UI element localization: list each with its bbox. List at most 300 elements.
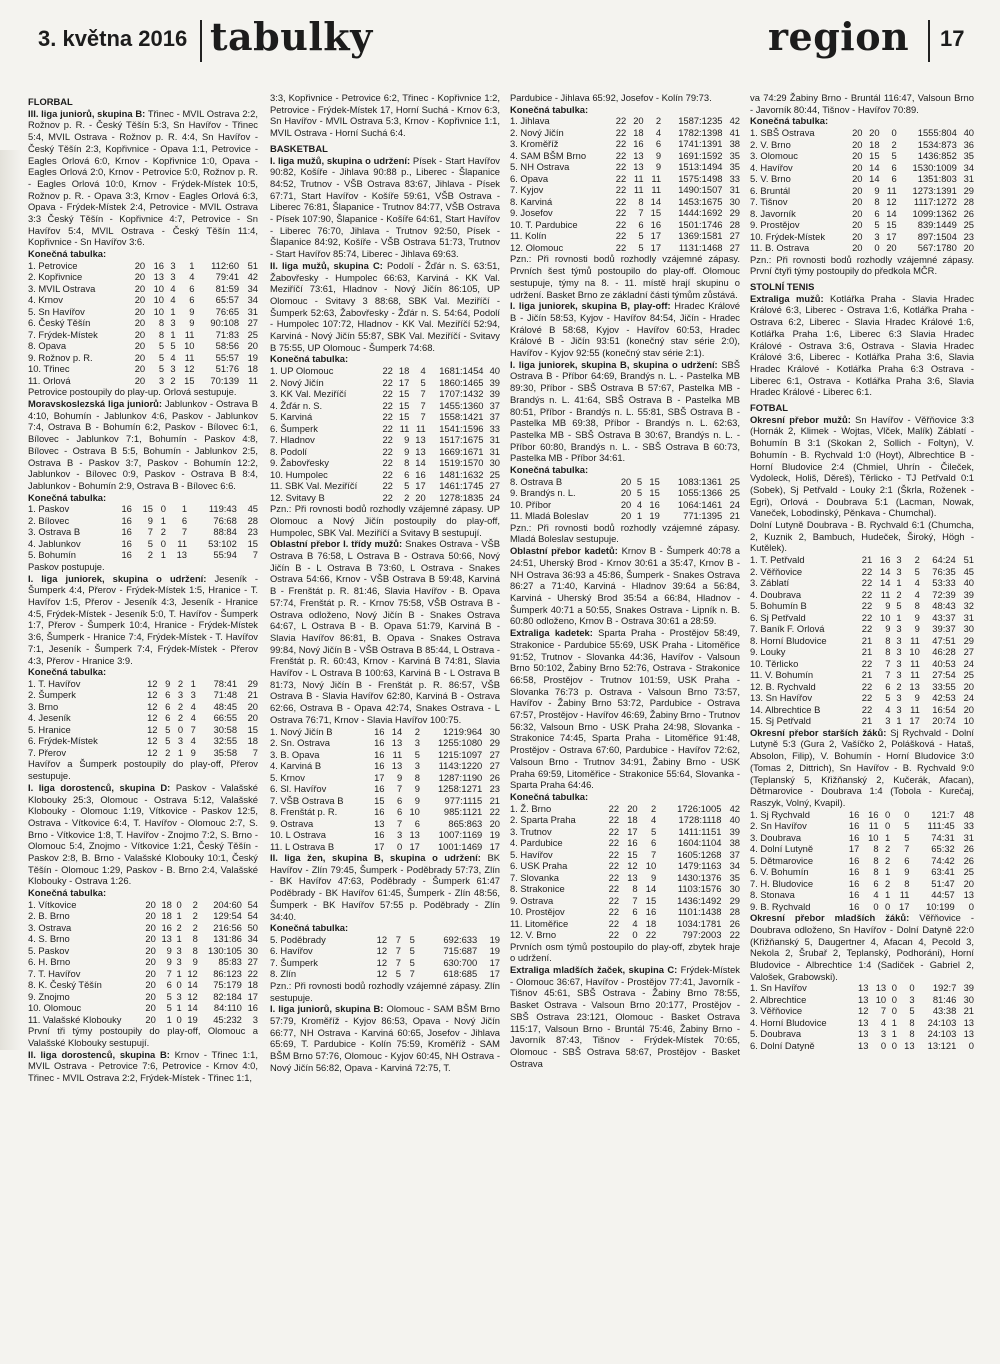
team-name-cell: 1. Paskov	[28, 503, 70, 515]
stat-cell: 12	[886, 196, 897, 208]
stat-cell: 74:42	[931, 854, 955, 866]
results-text: Písek - Start Havířov 90:82, Košíře - Jihlava 90:88 p., Liberec - Šlapanice 84:52, Trutnov - VŠB Ostrava 83:67, Jihlava - Písek 67:71, Start Havířov - Košíře 59:61, VŠB Ostrava - Liberec 76:81, Šlapanice - Trutnov 84:77, VŠB Ostrava - Písek 107:90, Šlapanice - Košíře 64:61, Start Havířov - Liberec 76:70, Jihlava - Trutnov 92:50, Písek - Šlapanice 84:92, Košíře - VŠB Ostrava 51:73, Trutnov - Start Havířov 85:74, Liberec - Jihlava 69:63.	[270, 154, 500, 260]
stat-cell: 28	[729, 906, 740, 918]
stat-cell: 11	[177, 537, 188, 549]
table-row	[750, 554, 974, 566]
table-row	[510, 872, 740, 884]
stat-cell: 6	[414, 817, 420, 829]
stat-cell: 11	[415, 422, 426, 434]
results-text: Olomouc - SAM BŠM Brno 57:79, Kroměříž - Kyjov 86:53, Opava - Nový Jičín 66:77, NH Ostrava - Karviná 60:65, Josefov - Jihlava 65:69, T. Pardubice - Kolín 75:59, Kroměříž - SAM BŠM Brno 57:76, Olomouc - Kyjov 60:45, NH Ostrava - Nový Jičín 56:82, Opava - Karviná 72:75, T.	[270, 1003, 500, 1073]
stat-cell: 19	[489, 933, 500, 945]
stat-cell: 1587:1235	[678, 115, 723, 127]
team-name-cell: 6. USK Praha	[510, 860, 568, 872]
stat-cell: 22	[382, 422, 393, 434]
stat-cell: 1219:964	[443, 725, 483, 737]
stat-cell: 19	[649, 510, 660, 522]
stat-cell: 8	[192, 944, 198, 956]
stat-cell: 27:54	[932, 669, 956, 681]
table-row	[270, 492, 500, 504]
stat-cell: 9	[189, 317, 195, 329]
stat-cell: 82:184	[213, 990, 242, 1002]
stat-cell: 865:863	[448, 817, 483, 829]
team-name-cell: 4. SAM BŠM Brno	[510, 149, 587, 161]
stat-cell: 5	[904, 831, 910, 843]
stat-cell: 1	[896, 577, 902, 589]
stat-cell: 20	[852, 230, 863, 242]
stat-cell: 7	[252, 549, 258, 561]
stat-cell: 14	[645, 883, 657, 895]
stat-cell: 1287:1190	[438, 771, 483, 783]
stat-cell: 17	[489, 968, 500, 980]
stat-cell: 22	[615, 195, 627, 207]
stat-cell: 71:48	[213, 689, 238, 701]
team-name-cell: 7. Šumperk	[270, 956, 318, 968]
table-row	[750, 150, 974, 162]
stat-cell: 9	[414, 783, 420, 795]
stat-cell: 2	[655, 115, 662, 127]
stat-cell: 4	[170, 351, 176, 363]
stat-cell: 3	[158, 374, 165, 386]
stat-cell: 15	[142, 503, 153, 515]
stat-cell: 20	[963, 242, 974, 254]
team-name-cell: 7. VŠB Ostrava B	[270, 794, 344, 806]
stat-cell: 16	[247, 1002, 258, 1014]
stat-cell: 78:41	[213, 677, 238, 689]
stat-cell: 13	[858, 993, 869, 1005]
stat-cell: 1369:1581	[678, 230, 723, 242]
stat-cell: 26	[963, 207, 974, 219]
table-row	[270, 411, 500, 423]
stat-cell: 12	[147, 689, 158, 701]
stat-cell: 8	[158, 317, 165, 329]
stat-cell: 6	[189, 294, 195, 306]
stat-cell: 16	[848, 820, 860, 832]
stat-cell: 5	[158, 363, 165, 375]
stat-cell: 2	[170, 374, 176, 386]
stat-cell: 22	[382, 468, 393, 480]
article-paragraph	[510, 300, 740, 359]
table-row	[270, 783, 500, 795]
stat-cell: 7	[396, 817, 403, 829]
stat-cell: 16	[627, 837, 638, 849]
table-label: Konečná tabulka:	[750, 115, 829, 127]
stat-cell: 9	[404, 434, 410, 446]
stat-cell: 1411:1151	[678, 825, 722, 837]
stat-cell: 1	[885, 889, 891, 901]
table-row	[510, 895, 740, 907]
stat-cell: 20	[852, 161, 863, 173]
stat-cell: 29	[489, 737, 500, 749]
table-row	[750, 612, 974, 624]
table-row	[750, 577, 974, 589]
stat-cell: 21	[729, 510, 740, 522]
stat-cell: 14	[880, 565, 891, 577]
table-row	[28, 306, 258, 318]
stat-cell: 6	[396, 806, 403, 818]
article-paragraph	[28, 573, 258, 667]
article-paragraph	[750, 293, 974, 398]
stat-cell: 5	[166, 1002, 172, 1014]
stat-cell: 16	[848, 831, 860, 843]
team-name-cell: 5. Hranice	[28, 723, 71, 735]
stat-cell: 20	[852, 173, 863, 185]
table-label: Konečná tabulka:	[28, 887, 107, 899]
stat-cell: 1741:1391	[678, 138, 723, 150]
stat-cell: 4	[880, 1016, 887, 1028]
table-row	[750, 715, 974, 727]
stat-cell: 16	[645, 906, 657, 918]
table-row	[270, 772, 500, 784]
stat-cell: 2	[192, 910, 198, 922]
table-row	[750, 658, 974, 670]
stat-cell: 0	[885, 808, 891, 820]
article-paragraph: Dolní Lutyně Doubrava - B. Rychvald 6:1 (Chumcha, 2, Kuznik 2, Bambuch, Hudeček, Široký, Högh - Kutělek).	[750, 519, 974, 554]
stat-cell: 22	[382, 365, 393, 377]
stat-cell: 74:31	[931, 831, 955, 843]
team-name-cell: 2. V. Brno	[750, 138, 791, 150]
stat-cell: 11	[184, 351, 195, 363]
stat-cell: 24	[963, 657, 974, 669]
stat-cell: 1	[176, 967, 182, 979]
stat-cell: 27	[963, 646, 974, 658]
stat-cell: 22	[645, 929, 657, 941]
team-name-cell: 7. Tišnov	[750, 196, 788, 208]
article-paragraph: Pzn.: Při rovnosti bodů rozhodly vzájemné zápasy. První čtyři týmy postoupily do předkola MČR.	[750, 253, 974, 277]
stat-cell: 11	[184, 328, 195, 340]
stat-cell: 5	[414, 748, 420, 760]
stat-cell: 5	[650, 825, 657, 837]
stat-cell: 22	[382, 480, 393, 492]
stat-cell: 9	[165, 677, 171, 689]
stat-cell: 1101:1438	[677, 906, 722, 918]
stat-cell: 3	[170, 317, 176, 329]
stat-cell: 12	[376, 933, 388, 945]
stat-cell: 12	[147, 700, 158, 712]
stat-cell: 22	[861, 611, 873, 623]
stat-cell: 16	[374, 783, 385, 795]
table-row	[270, 400, 500, 412]
stat-cell: 10	[409, 806, 420, 818]
table-row	[750, 669, 974, 681]
stat-cell: 28	[963, 196, 974, 208]
stat-cell: 12	[147, 723, 158, 735]
article-paragraph: Pzn.: Při rovnosti bodů rozhodly vzájemné zápasy. Zlín sestupuje.	[270, 979, 500, 1003]
team-name-cell: 6. Opava	[510, 172, 549, 184]
stat-cell: 2	[165, 746, 171, 758]
stat-cell: 1131:1468	[678, 241, 723, 253]
table-row	[28, 515, 258, 527]
table-row	[28, 526, 258, 538]
stat-cell: 5	[395, 968, 401, 980]
article-paragraph: va 74:29 Žabiny Brno - Bruntál 116:47, Valsoun Brno - Javorník 80:44, Tišnov - Havířov 70:89.	[750, 92, 974, 115]
stat-cell: 7	[409, 968, 415, 980]
stat-cell: 22	[382, 491, 393, 503]
stat-cell: 15	[649, 487, 660, 499]
stat-cell: 76:65	[215, 305, 240, 317]
stat-cell: 20	[886, 242, 897, 254]
stat-cell: 2	[885, 843, 891, 855]
stat-cell: 38	[729, 837, 740, 849]
stat-cell: 35	[729, 149, 740, 161]
stat-cell: 22	[615, 126, 627, 138]
stat-cell: 15	[627, 848, 638, 860]
stat-cell: 11	[880, 588, 891, 600]
stat-cell: 12	[187, 990, 198, 1002]
table-row	[28, 945, 258, 957]
stat-cell: 5	[874, 219, 880, 231]
stat-cell: 2	[896, 588, 902, 600]
stat-cell: 11	[633, 184, 644, 196]
stat-cell: 24:103	[927, 1028, 957, 1040]
stat-cell: 20	[627, 802, 638, 814]
stat-cell: 65:57	[215, 294, 240, 306]
stat-cell: 16	[633, 138, 644, 150]
table-row	[270, 841, 500, 853]
header-divider	[928, 20, 930, 62]
table-row	[510, 510, 740, 522]
table-row	[750, 692, 974, 704]
stat-cell: 1726:1005	[677, 802, 722, 814]
table-row	[750, 635, 974, 647]
stat-cell: 22	[608, 837, 620, 849]
standings-table	[28, 899, 258, 1026]
stat-cell: 16	[868, 808, 879, 820]
stat-cell: 18	[247, 979, 258, 991]
stat-cell: 4	[650, 814, 657, 826]
article-paragraph: Prvních osm týmů postoupilo do play-off, zbytek hraje o udržení.	[510, 940, 740, 964]
table-row	[510, 230, 740, 242]
stat-cell: 2	[177, 700, 184, 712]
stat-cell: 16	[848, 900, 860, 912]
stat-cell: 54	[247, 898, 258, 910]
stat-cell: 14	[886, 207, 897, 219]
article-paragraph: Pzn.: Při rovnosti bodů rozhodly vzájemné zápasy. Prvních šest týmů postoupilo do play-off. Olomouc sestupuje, týmy na 8. - 11. místě hrají skupinu o udržení. Basket Brno ze základní části týmům zůstává.	[510, 253, 740, 300]
stat-cell: 1490:1507	[678, 184, 723, 196]
competition-title: I. liga juniorek, skupina B, skupina o udržení:	[510, 358, 718, 370]
stat-cell: 36	[963, 138, 974, 150]
stat-cell: 22	[861, 692, 873, 704]
table-row	[510, 883, 740, 895]
stat-cell: 20	[134, 259, 146, 271]
stat-cell: 20:74	[932, 715, 956, 727]
table-row	[28, 922, 258, 934]
stat-cell: 7	[395, 956, 401, 968]
stat-cell: 12	[376, 945, 388, 957]
stat-cell: 1782:1398	[678, 126, 723, 138]
team-name-cell: 12. V. Brno	[510, 929, 557, 941]
stat-cell: 22	[489, 806, 500, 818]
stat-cell: 35	[729, 161, 740, 173]
table-row	[270, 749, 500, 761]
stat-cell: 8	[904, 877, 910, 889]
stat-cell: 22	[608, 802, 620, 814]
stat-cell: 79:41	[215, 271, 240, 283]
stat-cell: 1436:1492	[677, 894, 722, 906]
stat-cell: 11	[651, 172, 662, 184]
stat-cell: 977:1115	[444, 794, 483, 806]
stat-cell: 20	[620, 475, 632, 487]
team-name-cell: 10. Těrlicko	[750, 657, 799, 669]
stat-cell: 39	[729, 825, 740, 837]
article-paragraph	[510, 964, 740, 1069]
stat-cell: 54	[247, 910, 258, 922]
stat-cell: 1	[177, 746, 184, 758]
stat-cell: 22	[247, 967, 258, 979]
table-row	[510, 814, 740, 826]
stat-cell: 10	[645, 860, 657, 872]
stat-cell: 3	[909, 993, 915, 1005]
table-row	[270, 934, 500, 946]
stat-cell: 7	[632, 894, 638, 906]
stat-cell: 7	[147, 526, 153, 538]
stat-cell: 7	[190, 723, 196, 735]
stat-cell: 72:39	[932, 588, 956, 600]
team-name-cell: 5. Doubrava	[750, 1028, 802, 1040]
stat-cell: 26	[963, 854, 974, 866]
team-name-cell: 10. Frýdek-Místek	[750, 230, 826, 242]
stat-cell: 5	[170, 340, 176, 352]
stat-cell: 1055:1366	[677, 487, 723, 499]
stat-cell: 18	[627, 814, 638, 826]
stat-cell: 34	[247, 294, 258, 306]
stat-cell: 8	[638, 195, 644, 207]
stat-cell: 5	[420, 376, 426, 388]
columns	[28, 92, 974, 1354]
stat-cell: 22	[382, 434, 393, 446]
table-row	[510, 138, 740, 150]
team-name-cell: 10. L Ostrava	[270, 829, 326, 841]
stat-cell: 13	[909, 680, 920, 692]
team-name-cell: 1. Jihlava	[510, 115, 550, 127]
stat-cell: 40	[963, 127, 974, 139]
stat-cell: 8	[404, 457, 410, 469]
stat-cell: 65:32	[931, 843, 955, 855]
stat-cell: 5	[147, 537, 153, 549]
competition-title: Extraliga mladších žaček, skupina C:	[510, 964, 678, 976]
stat-cell: 2	[414, 725, 420, 737]
stat-cell: 1117:1272	[913, 196, 957, 208]
table-row	[750, 219, 974, 231]
stat-cell: 15	[869, 150, 880, 162]
article-paragraph	[270, 538, 500, 725]
stat-cell: 31	[489, 445, 500, 457]
standings-table	[28, 503, 258, 561]
table-row	[750, 646, 974, 658]
stat-cell: 5	[909, 1005, 915, 1017]
results-text: Paskov - Valašské Klobouky 25:3, Olomouc - Ostrava 5:12, Valašské Klobouky - Olomouc 1:19, Vítkovice - Paskov 12:5, Ostrava - Vítkovice 6:4, T. Havířov - Olomouc 2:7, S. Brno - Vítkovice 1:8, T. Havířov - Znojmo 7:2, S. Brno - Olomouc 5:4, Znojmo - Vítkovice 1:21, Český Těšín - Paskov 2:8, B. Brno - Valašské Klobouky 10:1, Český Těšín - Olomouc 1:29, Paskov - B. Brno 2:4, Valašské Klobouky - Ostrava 1:26.	[28, 781, 258, 887]
team-name-cell: 2. Šumperk	[28, 689, 76, 701]
table-label: Konečná tabulka:	[270, 353, 349, 365]
table-label: Konečná tabulka:	[270, 922, 349, 934]
table-row	[750, 242, 974, 254]
stat-cell: 4	[190, 735, 196, 747]
stat-cell: 4	[190, 700, 196, 712]
stat-cell: 25	[963, 219, 974, 231]
stat-cell: 10	[963, 715, 974, 727]
stat-cell: 11	[399, 422, 410, 434]
stat-cell: 22	[608, 929, 620, 941]
stat-cell: 13	[409, 829, 420, 841]
team-name-cell: 12. Olomouc	[510, 241, 564, 253]
stat-cell: 20	[145, 1013, 156, 1025]
table-row	[270, 434, 500, 446]
stat-cell: 13	[176, 549, 188, 561]
table-row	[750, 127, 974, 139]
stat-cell: 1479:1163	[677, 860, 722, 872]
competition-title: Extraliga mužů:	[750, 292, 824, 304]
stat-cell: 3	[177, 735, 184, 747]
stat-cell: 35:58	[213, 746, 238, 758]
stat-cell: 5	[636, 487, 643, 499]
stat-cell: 9	[914, 611, 920, 623]
stat-cell: 14	[869, 161, 880, 173]
stat-cell: 11	[886, 184, 897, 196]
stat-cell: 6	[904, 854, 910, 866]
stat-cell: 1461:1745	[439, 480, 484, 492]
stat-cell: 12	[147, 735, 158, 747]
stat-cell: 26	[729, 917, 740, 929]
stat-cell: 1691:1592	[678, 149, 723, 161]
stat-cell: 12	[147, 746, 158, 758]
stat-cell: 17	[374, 771, 385, 783]
stat-cell: 9	[147, 514, 153, 526]
stat-cell: 131:86	[213, 933, 242, 945]
stat-cell: 1604:1104	[677, 837, 722, 849]
stat-cell: 1513:1494	[678, 161, 723, 173]
stat-cell: 5	[158, 351, 165, 363]
stat-cell: 1	[176, 910, 182, 922]
team-name-cell: 3. Ostrava B	[28, 526, 81, 538]
stat-cell: 76:35	[932, 565, 956, 577]
team-name-cell: 9. Znojmo	[28, 990, 70, 1002]
stat-cell: 5	[165, 723, 171, 735]
team-name-cell: 7. Slovanka	[510, 871, 559, 883]
team-name-cell: 4. Havířov	[750, 161, 793, 173]
team-name-cell: 1. Sn Havířov	[750, 982, 807, 994]
stat-cell: 19	[489, 945, 500, 957]
results-text: SBŠ Ostrava B - Příbor 64:69, Brandýs n. L. - Pastelka MB 89:30, Příbor - SBŠ Ostrava B 57:67, Pastelka MB - Brandýs n. L. 41:64, SBŠ Ostrava B - Pastelka MB 80:51, Příbor - Brandýs n. L. 55:81, SBŠ Ostrava B - Pastelka MB 69:38, Příbor - Brandýs n. L. 62:63, Pastelka MB - SBŠ Ostrava B 30:67, Brandýs n. L. - Příbor 60:80, Brandýs n. L. - SBŠ Ostrava B 60:73, Pastelka MB - Příbor 34:61.	[510, 358, 740, 464]
stat-cell: 3	[252, 1013, 258, 1025]
stat-cell: 2	[192, 898, 198, 910]
stat-cell: 3	[170, 271, 176, 283]
stat-cell: 3	[896, 554, 902, 566]
stat-cell: 10	[153, 305, 165, 317]
stat-cell: 31	[729, 184, 740, 196]
stat-cell: 55:94	[213, 549, 237, 561]
stat-cell: 13	[627, 871, 638, 883]
team-name-cell: 2. Sparta Praha	[510, 814, 576, 826]
stat-cell: 22	[608, 848, 620, 860]
stat-cell: 6	[632, 906, 638, 918]
stat-cell: 2	[176, 921, 182, 933]
stat-cell: 16	[848, 889, 860, 901]
competition-title: II. liga žen, skupina B, skupina o udržení:	[270, 852, 481, 864]
stat-cell: 8	[909, 1028, 915, 1040]
table-row	[510, 150, 740, 162]
stat-cell: 11	[910, 634, 920, 646]
stat-cell: 2	[147, 549, 153, 561]
stat-cell: 9	[655, 161, 662, 173]
table-row	[28, 956, 258, 968]
team-name-cell: 3. B. Opava	[270, 748, 320, 760]
stat-cell: 30	[963, 623, 974, 635]
stat-cell: 1669:1671	[439, 445, 484, 457]
stat-cell: 3	[885, 715, 891, 727]
stat-cell: 51	[247, 259, 258, 271]
stat-cell: 17	[374, 840, 385, 852]
stat-cell: 10	[153, 294, 165, 306]
team-name-cell: 9. Josefov	[510, 207, 553, 219]
